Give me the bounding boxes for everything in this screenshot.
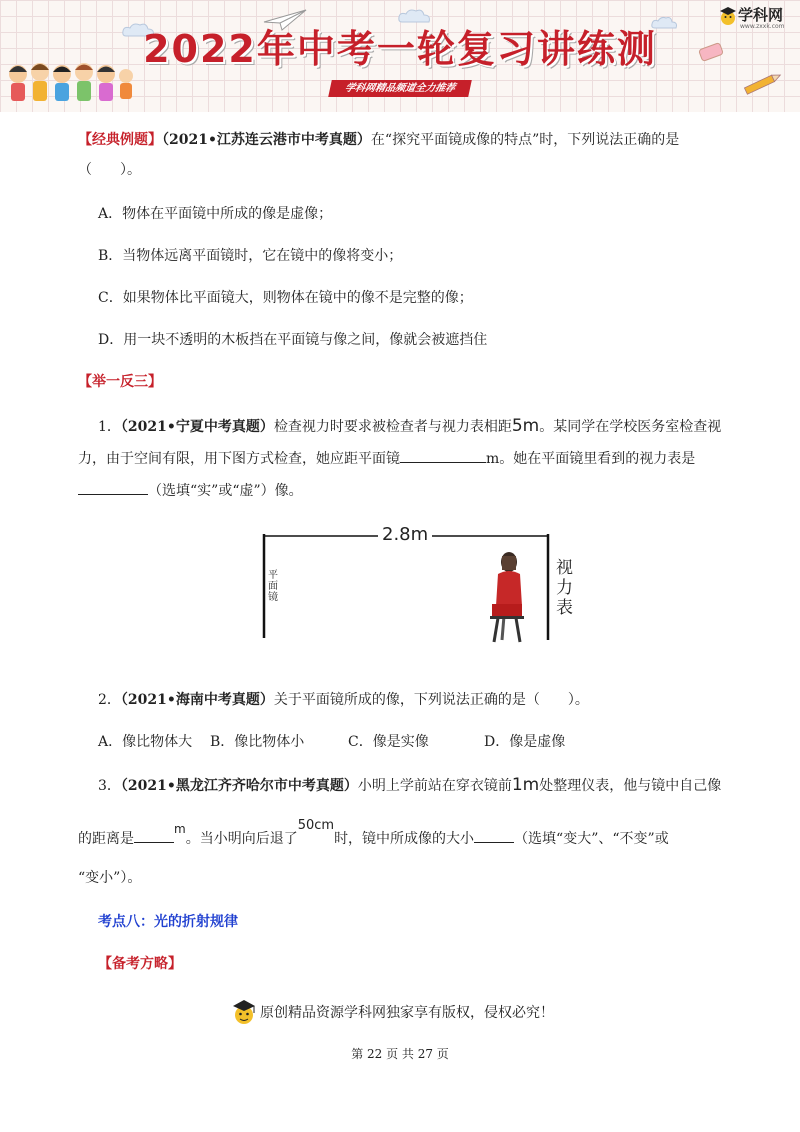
q3-line2b: 。当小明向后退了 bbox=[185, 831, 298, 847]
q2-option-a: A．像比物体大 bbox=[98, 734, 193, 750]
q2-number: 2． bbox=[98, 692, 121, 708]
q3-blank-distance[interactable] bbox=[134, 828, 174, 843]
kids-illustration bbox=[4, 56, 134, 108]
banner-title: 2022年中考一轮复习讲练测 bbox=[143, 27, 657, 71]
q3-line1 bbox=[98, 775, 721, 796]
example-option-d: D．用一块不透明的木板挡在平面镜与像之间，像就会被遮挡住 bbox=[98, 332, 488, 348]
q1-line2b: m。她在平面镜里看到的视力表是 bbox=[486, 451, 696, 467]
q3-line2 bbox=[78, 818, 669, 850]
distance-label: 2.8m bbox=[378, 524, 432, 545]
example-stem: 在“探究平面镜成像的特点”时，下列说法正确的是 bbox=[370, 132, 680, 148]
example-option-a: A．物体在平面镜中所成的像是虚像； bbox=[98, 206, 333, 222]
q3-line3: “变小”）。 bbox=[78, 870, 142, 886]
q1-distance: 5m bbox=[511, 416, 540, 436]
q3-line2c: 时，镜中所成像的大小 bbox=[334, 831, 475, 847]
q2-option-b: B．像比物体小 bbox=[210, 734, 305, 750]
q3-number: 3． bbox=[98, 778, 121, 794]
example-tag: 【经典例题】 bbox=[78, 132, 162, 148]
q1-number: 1． bbox=[98, 419, 121, 435]
eye-chart-label: 视力表 bbox=[556, 558, 573, 618]
q3-unit-m: m bbox=[174, 822, 186, 836]
strategy-tag: 【备考方略】 bbox=[98, 956, 182, 972]
graduate-mascot-icon bbox=[230, 998, 258, 1026]
practice-tag: 【举一反三】 bbox=[78, 374, 162, 390]
q2-line1 bbox=[98, 690, 589, 710]
q1-text2: 。某同学在学校医务室检查视 bbox=[539, 419, 722, 435]
banner-subtitle: 学科网精品频道全力推荐 bbox=[328, 80, 472, 97]
q1-text1: 检查视力时要求被检查者与视力表相距 bbox=[273, 419, 512, 435]
graduate-mascot-icon bbox=[718, 6, 738, 26]
q3-text1: 小明上学前站在穿衣镜前 bbox=[357, 778, 512, 794]
logo-url: www.zxxk.com bbox=[740, 23, 785, 30]
example-option-c: C．如果物体比平面镜大，则物体在镜中的像不是完整的像； bbox=[98, 290, 473, 306]
q3-line2d: （选填“变大”、“不变”或 bbox=[514, 831, 669, 847]
eraser-icon bbox=[696, 40, 726, 64]
site-logo[interactable] bbox=[716, 4, 796, 32]
copyright-text: 原创精品资源学科网独家享有版权，侵权必究！ bbox=[260, 1005, 554, 1021]
q1-line3-text: （选填“实”或“虚”）像。 bbox=[148, 483, 303, 499]
section-heading: 考点八：光的折射规律 bbox=[98, 914, 238, 930]
q1-line1 bbox=[98, 416, 721, 437]
example-stem-line2: （ ）。 bbox=[78, 162, 141, 178]
logo-name: 学科网 bbox=[738, 6, 784, 24]
q3-source: （2021•黑龙江齐齐哈尔市中考真题） bbox=[120, 778, 358, 794]
q1-line3 bbox=[78, 480, 303, 501]
q3-line2a: 的距离是 bbox=[78, 831, 134, 847]
q2-text: 关于平面镜所成的像，下列说法正确的是（ ）。 bbox=[273, 692, 589, 708]
example-option-b: B．当物体远离平面镜时，它在镜中的像将变小； bbox=[98, 248, 403, 264]
pencil-icon bbox=[740, 70, 784, 96]
q3-distance2: 50cm bbox=[297, 818, 335, 833]
q2-option-d: D．像是虚像 bbox=[484, 734, 566, 750]
example-source: （2021•江苏连云港市中考真题） bbox=[162, 132, 371, 148]
seated-girl-figure bbox=[490, 552, 524, 642]
q1-blank-image-type[interactable] bbox=[78, 480, 148, 495]
q3-blank-size[interactable] bbox=[474, 828, 514, 843]
mirror-label: 平面镜 bbox=[268, 570, 278, 603]
q1-source: （2021•宁夏中考真题） bbox=[120, 419, 274, 435]
page-number: 第 22 页 共 27 页 bbox=[351, 1047, 449, 1061]
q1-line2 bbox=[78, 448, 695, 469]
example-stem-line1 bbox=[78, 130, 679, 150]
q3-distance1: 1m bbox=[511, 775, 540, 795]
copyright-notice bbox=[230, 998, 590, 1026]
q2-source: （2021•海南中考真题） bbox=[120, 692, 274, 708]
q3-text2: 处整理仪表，他与镜中自己像 bbox=[539, 778, 722, 794]
eye-test-figure bbox=[258, 522, 578, 652]
q1-line2a: 力，由于空间有限，用下图方式检查，她应距平面镜 bbox=[78, 451, 400, 467]
q1-blank-distance[interactable] bbox=[400, 448, 486, 463]
page-header bbox=[0, 0, 800, 112]
q2-option-c: C．像是实像 bbox=[348, 734, 429, 750]
